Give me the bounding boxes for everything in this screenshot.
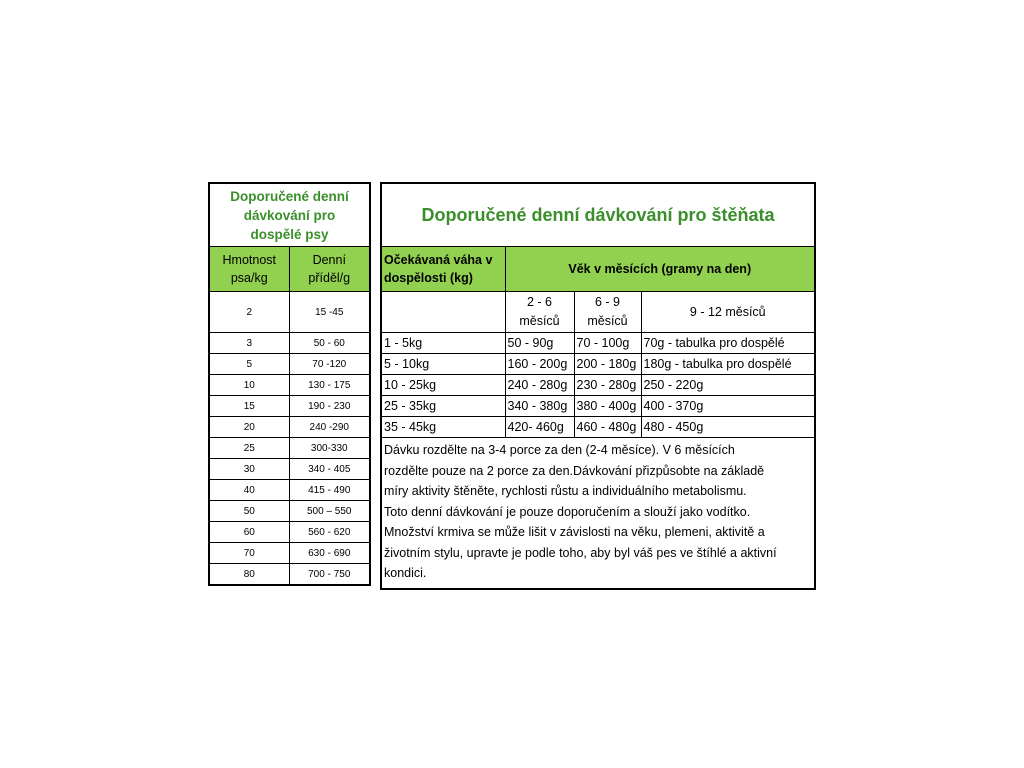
weight-cell: 15 (209, 396, 289, 417)
puppy-dosage-table (380, 182, 816, 590)
ration-cell: 340 - 405 (289, 459, 370, 480)
expected-weight-cell: 5 - 10kg (381, 354, 505, 375)
note-line: Dávku rozdělte na 3-4 porce za den (2-4 měsíce). V 6 měsících (384, 443, 735, 457)
table-row (209, 333, 370, 354)
table-row (209, 564, 370, 586)
weight-cell: 30 (209, 459, 289, 480)
age-subheader-row (381, 292, 815, 333)
adult-title-line: dávkování pro (243, 207, 336, 223)
table-row (209, 292, 370, 333)
expected-weight-cell: 35 - 45kg (381, 417, 505, 438)
ration-cell: 50 - 60 (289, 333, 370, 354)
expected-weight-cell: 1 - 5kg (381, 333, 505, 354)
expected-weight-header-line: Očekávaná váha v (384, 253, 493, 267)
ration-header-line: Denní (312, 253, 346, 267)
weight-column-header (209, 247, 289, 292)
age-column-2-6 (505, 292, 574, 333)
ration-cell: 15 -45 (289, 292, 370, 333)
table-row (381, 417, 815, 438)
puppy-header-row (381, 247, 815, 292)
weight-cell: 5 (209, 354, 289, 375)
note-row (381, 438, 815, 590)
age-column-6-9 (574, 292, 641, 333)
grams-6-9-cell: 460 - 480g (574, 417, 641, 438)
table-row (209, 543, 370, 564)
weight-cell: 80 (209, 564, 289, 586)
ration-cell: 415 - 490 (289, 480, 370, 501)
grams-9-12-cell: 70g - tabulka pro dospělé (641, 333, 815, 354)
expected-weight-header (381, 247, 505, 292)
table-row (209, 396, 370, 417)
table-row (381, 375, 815, 396)
feeding-note (381, 438, 815, 590)
weight-cell: 3 (209, 333, 289, 354)
table-row (209, 438, 370, 459)
weight-header-line: Hmotnost (222, 253, 276, 267)
table-row (209, 417, 370, 438)
grams-6-9-cell: 380 - 400g (574, 396, 641, 417)
table-row (381, 396, 815, 417)
weight-cell: 2 (209, 292, 289, 333)
weight-cell: 40 (209, 480, 289, 501)
table-row (209, 480, 370, 501)
empty-cell (381, 292, 505, 333)
table-row (381, 354, 815, 375)
table-row (209, 375, 370, 396)
weight-header-line: psa/kg (230, 271, 268, 285)
adult-title-line: Doporučené denní (230, 188, 349, 204)
table-row (209, 459, 370, 480)
note-line: míry aktivity štěněte, rychlosti růstu a individuálního metabolismu. (384, 484, 747, 498)
weight-cell: 25 (209, 438, 289, 459)
adult-title-line: dospělé psy (250, 226, 329, 242)
grams-2-6-cell: 340 - 380g (505, 396, 574, 417)
grams-6-9-cell: 230 - 280g (574, 375, 641, 396)
ration-header-line: příděl/g (308, 271, 351, 285)
ration-cell: 630 - 690 (289, 543, 370, 564)
ration-column-header (289, 247, 370, 292)
ration-cell: 130 - 175 (289, 375, 370, 396)
age-col-line: 2 - 6 (526, 295, 552, 309)
age-column-9-12: 9 - 12 měsíců (641, 292, 815, 333)
ration-cell: 300-330 (289, 438, 370, 459)
weight-cell: 20 (209, 417, 289, 438)
age-col-line: měsíců (519, 314, 560, 328)
grams-2-6-cell: 420- 460g (505, 417, 574, 438)
adult-header-row (209, 247, 370, 292)
note-line: životním stylu, upravte je podle toho, aby byl váš pes ve štíhlé a aktivní (384, 545, 777, 560)
weight-cell: 50 (209, 501, 289, 522)
expected-weight-cell: 25 - 35kg (381, 396, 505, 417)
weight-cell: 10 (209, 375, 289, 396)
ration-cell: 240 -290 (289, 417, 370, 438)
age-col-line: 6 - 9 (594, 295, 620, 309)
grams-6-9-cell: 70 - 100g (574, 333, 641, 354)
grams-9-12-cell: 250 - 220g (641, 375, 815, 396)
table-row (209, 522, 370, 543)
age-header: Věk v měsících (gramy na den) (505, 247, 815, 292)
grams-9-12-cell: 180g - tabulka pro dospělé (641, 354, 815, 375)
weight-cell: 70 (209, 543, 289, 564)
grams-2-6-cell: 240 - 280g (505, 375, 574, 396)
puppy-table-title: Doporučené denní dávkování pro štěňata (381, 183, 815, 247)
weight-cell: 60 (209, 522, 289, 543)
grams-6-9-cell: 200 - 180g (574, 354, 641, 375)
table-row (209, 354, 370, 375)
table-row (381, 333, 815, 354)
age-col-line: měsíců (587, 314, 628, 328)
adult-dosage-table (208, 182, 371, 586)
puppy-title-row (381, 183, 815, 247)
note-line: Množství krmiva se může lišit v závislosti na věku, plemeni, aktivitě a (384, 525, 765, 539)
note-line: rozdělte pouze na 2 porce za den.Dávkování přizpůsobte na základě (384, 463, 765, 478)
ration-cell: 700 - 750 (289, 564, 370, 586)
grams-9-12-cell: 480 - 450g (641, 417, 815, 438)
adult-title-row (209, 183, 370, 247)
note-line: kondici. (384, 566, 427, 580)
table-row (209, 501, 370, 522)
ration-cell: 500 – 550 (289, 501, 370, 522)
grams-9-12-cell: 400 - 370g (641, 396, 815, 417)
ration-cell: 560 - 620 (289, 522, 370, 543)
grams-2-6-cell: 160 - 200g (505, 354, 574, 375)
ration-cell: 190 - 230 (289, 396, 370, 417)
note-line: Toto denní dávkování je pouze doporučením a slouží jako vodítko. (384, 504, 751, 519)
adult-table-title (209, 183, 370, 247)
expected-weight-header-line: dospělosti (kg) (384, 271, 473, 285)
ration-cell: 70 -120 (289, 354, 370, 375)
grams-2-6-cell: 50 - 90g (505, 333, 574, 354)
expected-weight-cell: 10 - 25kg (381, 375, 505, 396)
